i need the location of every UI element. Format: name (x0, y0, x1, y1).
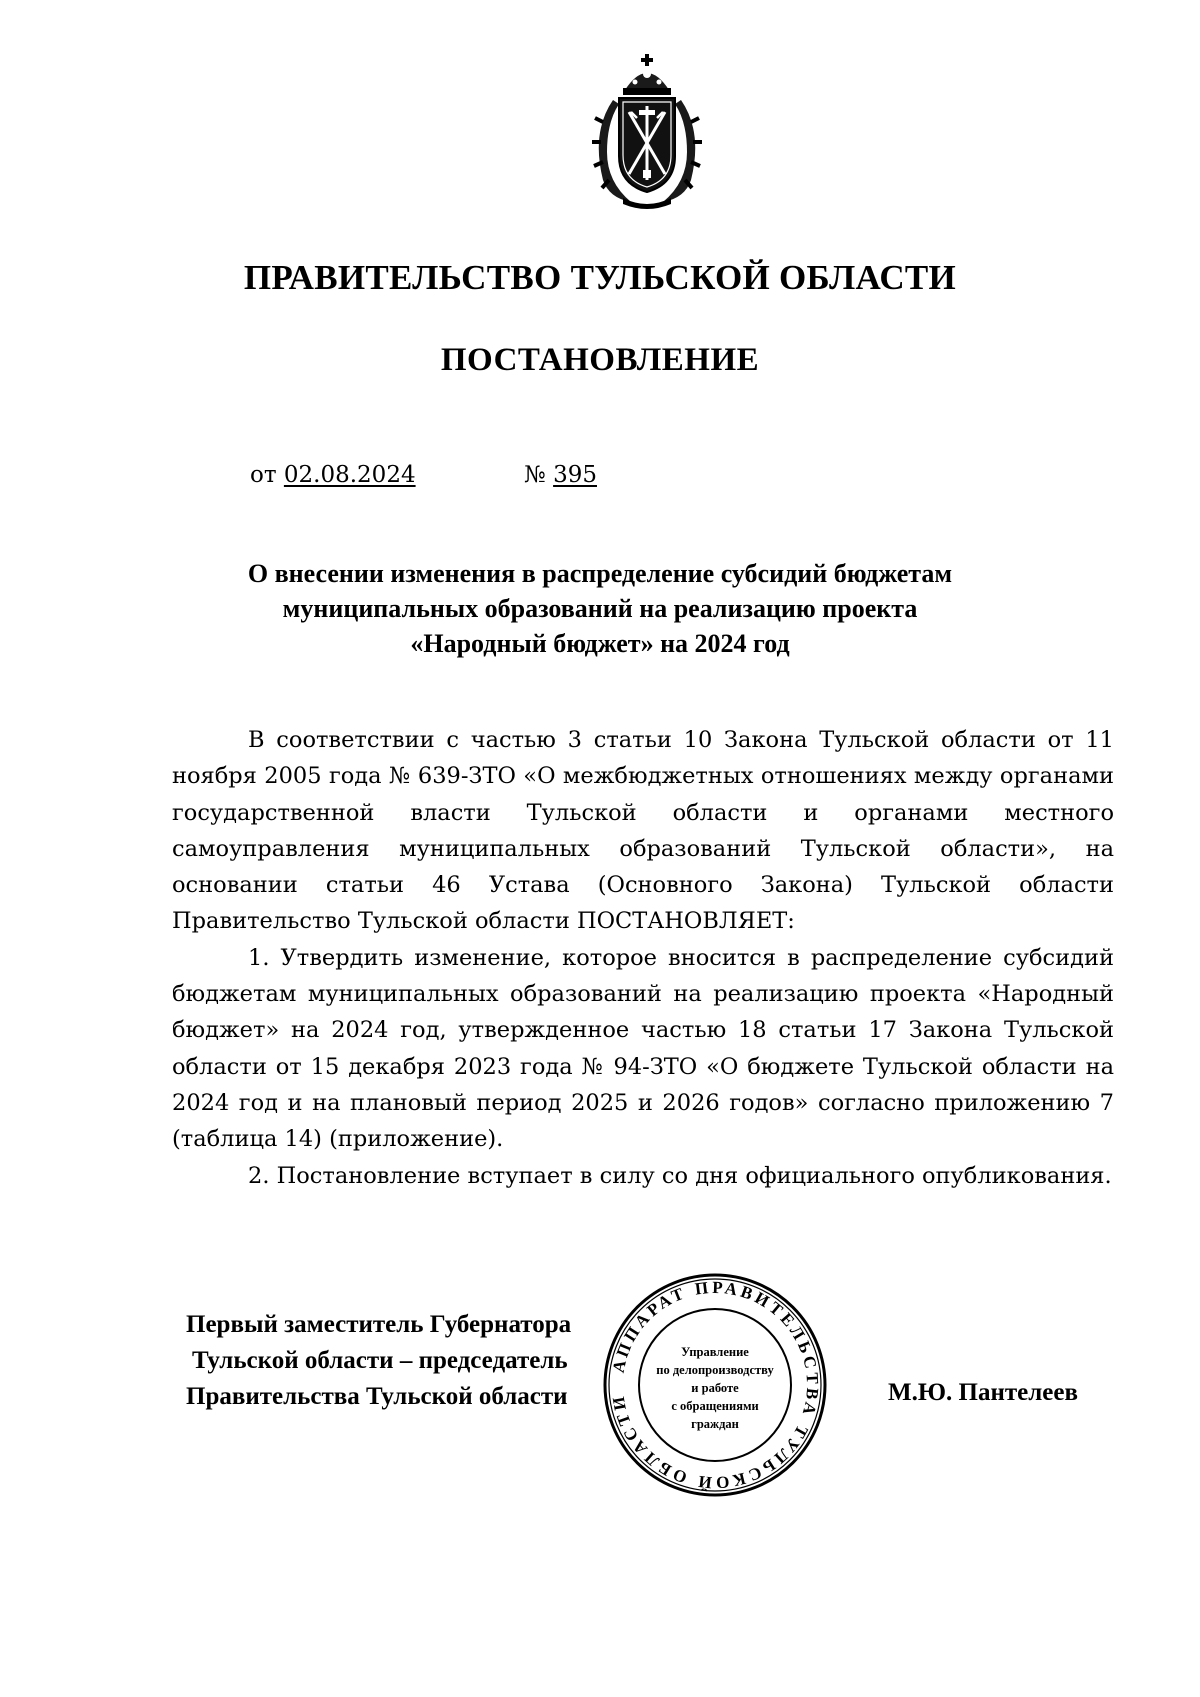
date-prefix: от (250, 462, 277, 488)
signatory-name: М.Ю. Пантелеев (888, 1379, 1078, 1406)
document-type: ПОСТАНОВЛЕНИЕ (440, 342, 760, 378)
document-body (172, 722, 1114, 1194)
stamp-inner-line: Управление (681, 1345, 749, 1359)
position-line: Первый заместитель Губернатора (186, 1311, 572, 1338)
document-number (524, 462, 597, 488)
body-paragraph-item-2: 2. Постановление вступает в силу со дня официального опубликования. (248, 1162, 1112, 1189)
position-line: Тульской области – председатель (192, 1347, 568, 1374)
number-prefix: № (524, 462, 546, 488)
official-stamp (600, 1270, 830, 1500)
tula-region-coat-of-arms-icon (585, 52, 709, 212)
subject-line: муниципальных образований на реализацию проекта (282, 594, 918, 623)
document-date (250, 462, 416, 488)
stamp-outer-text: АППАРАТ ПРАВИТЕЛЬСТВА ТУЛЬСКОЙ ОБЛАСТИ (608, 1277, 823, 1493)
body-paragraph-preamble: В соответствии с частью 3 статьи 10 Закона Тульской области от 11 ноября 2005 года № 639-ЗТО «О межбюджетных отношениях между органами государственной власти Тульской области и органами местного самоуправления муниципальных образований Тульской области», на основании статьи 46 Устава (Основного Закона) Тульской области Правительство Тульской области ПОСТАНОВЛЯЕТ: (172, 727, 1114, 935)
body-paragraph-item-1: 1. Утвердить изменение, которое вносится в распределение субсидий бюджетам муниципальных образований на реализацию проекта «Народный бюджет» на 2024 год, утвержденное частью 18 статьи 17 Закона Тульской области от 15 декабря 2023 года № 94-ЗТО «О бюджете Тульской области на 2024 год и на плановый период 2025 и 2026 годов» согласно приложению 7 (таблица 14) (приложение). (172, 944, 1114, 1153)
stamp-inner-line: по делопроизводству (656, 1363, 774, 1377)
document-subject (150, 556, 1050, 661)
number-value: 395 (553, 462, 597, 488)
stamp-inner-line: с обращениями (671, 1399, 759, 1413)
subject-line: «Народный бюджет» на 2024 год (410, 629, 790, 658)
position-line: Правительства Тульской области (186, 1383, 568, 1410)
signatory-position (186, 1307, 571, 1415)
date-value: 02.08.2024 (283, 462, 416, 488)
subject-line: О внесении изменения в распределение субсидий бюджетам (247, 559, 953, 588)
government-title: ПРАВИТЕЛЬСТВО ТУЛЬСКОЙ ОБЛАСТИ (243, 258, 957, 297)
stamp-inner-line: и работе (691, 1381, 739, 1395)
stamp-inner-line: граждан (691, 1417, 739, 1431)
